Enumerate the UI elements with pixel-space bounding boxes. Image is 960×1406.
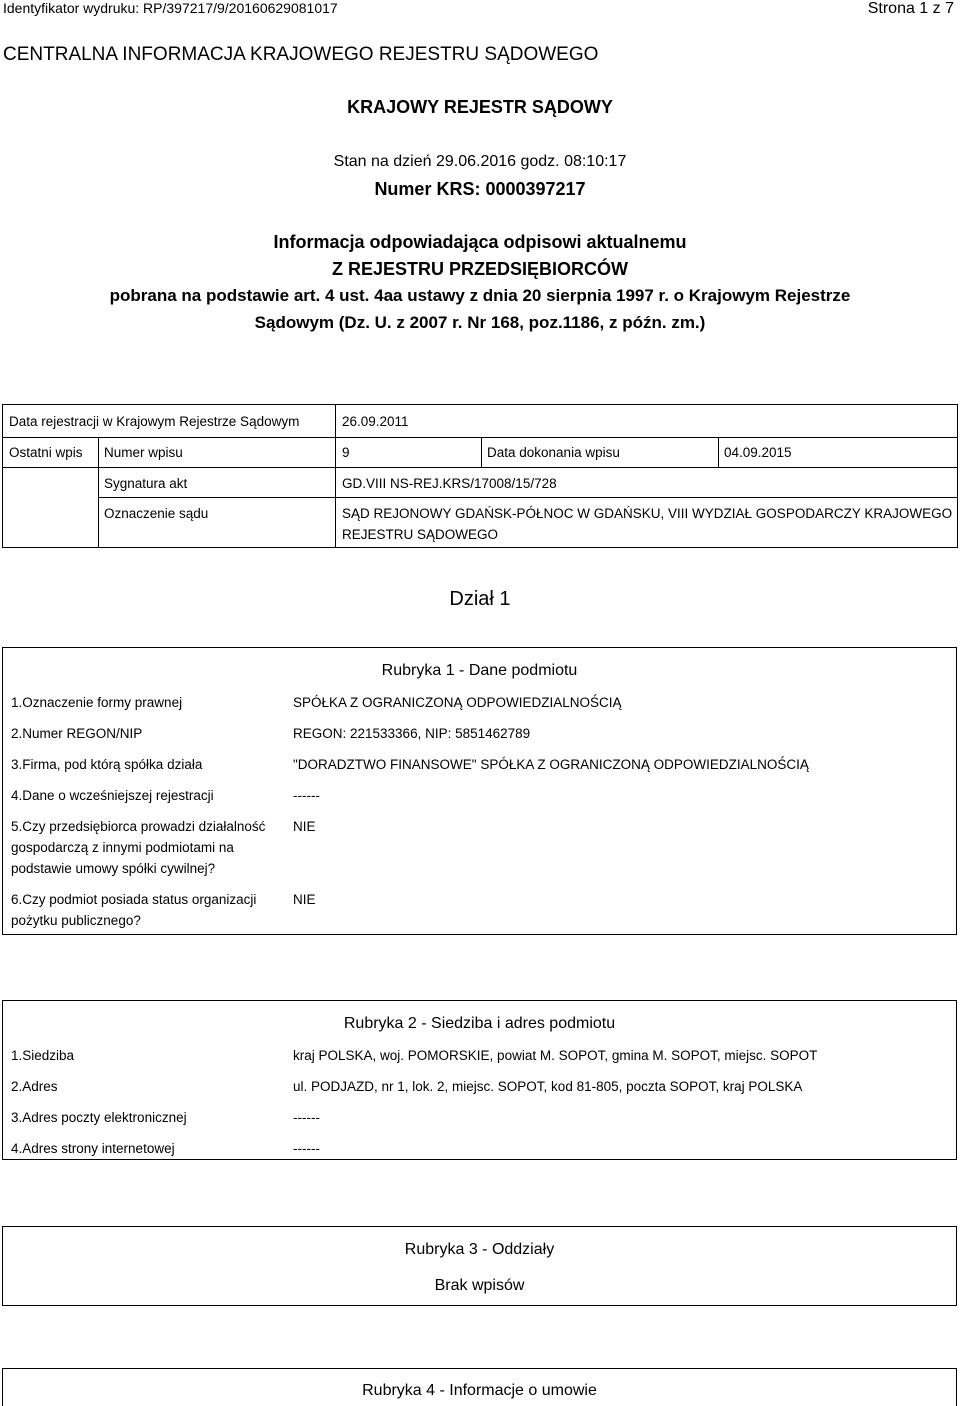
completion-date-value: 04.09.2015	[724, 445, 792, 460]
entry-number-label: Numer wpisu	[104, 445, 183, 460]
previous-registration-label: 4.Dane o wcześniejszej rejestracji	[11, 788, 214, 803]
email-value: ------	[293, 1110, 320, 1125]
registration-date-label: Data rejestracji w Krajowym Rejestrze Sądowym	[9, 414, 300, 429]
court-value-line1: SĄD REJONOWY GDAŃSK-PÓŁNOC W GDAŃSKU, VIII WYDZIAŁ GOSPODARCZY KRAJOWEGO	[342, 506, 953, 521]
rubryka-3-box	[2, 1226, 957, 1306]
case-signature-value: GD.VIII NS-REJ.KRS/17008/15/728	[342, 476, 557, 491]
institution-name: CENTRALNA INFORMACJA KRAJOWEGO REJESTRU SĄDOWEGO	[3, 44, 599, 65]
last-entry-label: Ostatni wpis	[9, 445, 83, 460]
previous-registration-value: ------	[293, 788, 320, 803]
website-value: ------	[293, 1141, 320, 1156]
rubryka-1-title: Rubryka 1 - Dane podmiotu	[381, 662, 578, 679]
rubryka-4-box	[2, 1368, 957, 1406]
print-identifier: Identyfikator wydruku: RP/397217/9/20160629081017	[3, 0, 338, 16]
company-name-value: "DORADZTWO FINANSOWE" SPÓŁKA Z OGRANICZONĄ ODPOWIEDZIALNOŚCIĄ	[293, 757, 809, 772]
email-label: 3.Adres poczty elektronicznej	[11, 1110, 187, 1125]
regon-nip-value: REGON: 221533366, NIP: 5851462789	[293, 726, 531, 741]
case-signature-label: Sygnatura akt	[104, 476, 188, 491]
legal-basis-line2: Sądowym (Dz. U. z 2007 r. Nr 168, poz.1186, z późn. zm.)	[254, 313, 706, 332]
rubryka-4-title: Rubryka 4 - Informacje o umowie	[362, 1382, 597, 1399]
public-benefit-value: NIE	[293, 892, 316, 907]
krs-number: Numer KRS: 0000397217	[374, 179, 586, 199]
rubryka-3-empty: Brak wpisów	[434, 1277, 525, 1294]
registry-title: KRAJOWY REJESTR SĄDOWY	[347, 97, 613, 117]
info-line: Informacja odpowiadająca odpisowi aktualnemu	[273, 232, 687, 252]
court-value-line2: REJESTRU SĄDOWEGO	[342, 527, 499, 542]
seat-value: kraj POLSKA, woj. POMORSKIE, powiat M. SOPOT, gmina M. SOPOT, miejsc. SOPOT	[293, 1048, 818, 1063]
state-date: Stan na dzień 29.06.2016 godz. 08:10:17	[333, 153, 627, 170]
legal-form-label: 1.Oznaczenie formy prawnej	[11, 695, 183, 710]
completion-date-label: Data dokonania wpisu	[487, 445, 620, 460]
entry-number-value: 9	[342, 445, 350, 460]
section-title: Dział 1	[449, 588, 511, 610]
address-value: ul. PODJAZD, nr 1, lok. 2, miejsc. SOPOT, kod 81-805, poczta SOPOT, kraj POLSKA	[293, 1079, 803, 1094]
legal-basis-line1: pobrana na podstawie art. 4 ust. 4aa ustawy z dnia 20 sierpnia 1997 r. o Krajowym Rejestrze	[109, 286, 851, 305]
website-label: 4.Adres strony internetowej	[11, 1141, 175, 1156]
civil-partnership-label: 5.Czy przedsiębiorca prowadzi działalność gospodarczą z innymi podmiotami na podstawie umowy spółki cywilnej?	[11, 819, 266, 876]
civil-partnership-value: NIE	[293, 819, 316, 834]
court-label: Oznaczenie sądu	[104, 506, 209, 521]
registration-table	[2, 404, 958, 548]
rubryka-1-box	[2, 647, 957, 935]
registry-name: Z REJESTRU PRZEDSIĘBIORCÓW	[331, 259, 629, 279]
registration-date-value: 26.09.2011	[342, 414, 409, 429]
rubryka-2-title: Rubryka 2 - Siedziba i adres podmiotu	[343, 1015, 616, 1032]
company-name-label: 3.Firma, pod którą spółka działa	[11, 757, 203, 772]
address-label: 2.Adres	[11, 1079, 58, 1094]
legal-form-value: SPÓŁKA Z OGRANICZONĄ ODPOWIEDZIALNOŚCIĄ	[293, 695, 622, 710]
rubryka-2-box	[2, 1000, 957, 1160]
seat-label: 1.Siedziba	[11, 1048, 75, 1063]
page-number: Strona 1 z 7	[867, 0, 954, 17]
public-benefit-label: 6.Czy podmiot posiada status organizacji pożytku publicznego?	[11, 892, 257, 928]
regon-nip-label: 2.Numer REGON/NIP	[11, 726, 143, 741]
rubryka-3-title: Rubryka 3 - Oddziały	[404, 1241, 555, 1258]
